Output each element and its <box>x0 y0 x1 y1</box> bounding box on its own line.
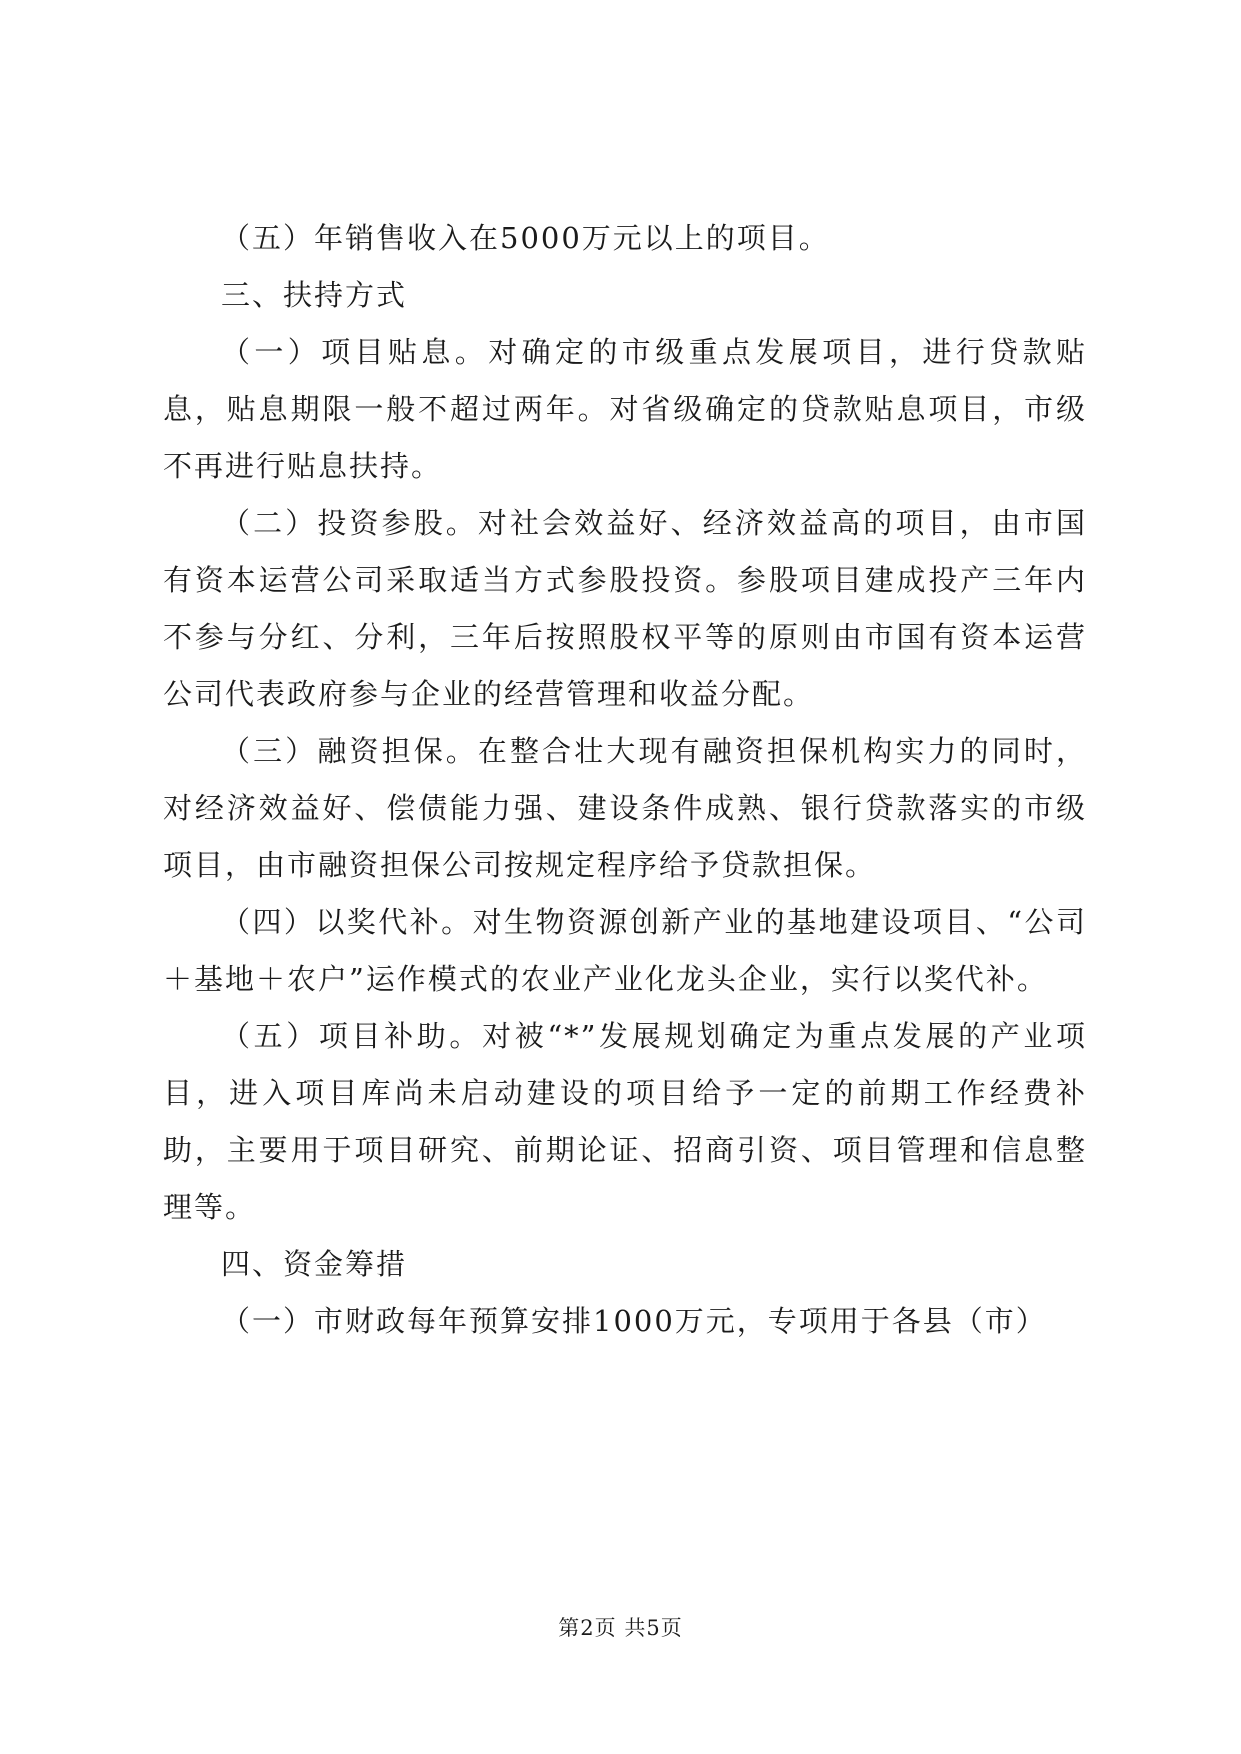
section-heading-support-methods: 三、扶持方式 <box>221 278 408 312</box>
document-body <box>163 210 1087 1350</box>
paragraph-equity-investment: （二）投资参股。对社会效益好、经济效益高的项目，由市国有资本运营公司采取适当方式参股投资。参股项目建成投产三年内不参与分红、分利，三年后按照股权平等的原则由市国有资本运营公司代表政府参与企业的经营管理和收益分配。 <box>163 506 1087 711</box>
paragraph-financing-guarantee: （三）融资担保。在整合壮大现有融资担保机构实力的同时，对经济效益好、偿债能力强、建设条件成熟、银行贷款落实的市级项目，由市融资担保公司按规定程序给予贷款担保。 <box>163 734 1087 882</box>
paragraph-reward-instead-of-subsidy: （四）以奖代补。对生物资源创新产业的基地建设项目、“公司＋基地＋农户”运作模式的农业产业化龙头企业，实行以奖代补。 <box>163 905 1087 996</box>
page-number-footer: 第2页 共5页 <box>558 1616 683 1640</box>
paragraph-project-subsidy: （五）项目补助。对被“*”发展规划确定为重点发展的产业项目，进入项目库尚未启动建设的项目给予一定的前期工作经费补助，主要用于项目研究、前期论证、招商引资、项目管理和信息整理等。 <box>163 1019 1087 1224</box>
paragraph-item-5-criterion: （五）年销售收入在5000万元以上的项目。 <box>221 221 830 255</box>
paragraph-fiscal-budget: （一）市财政每年预算安排1000万元，专项用于各县（市） <box>221 1304 1047 1338</box>
paragraph-interest-subsidy: （一）项目贴息。对确定的市级重点发展项目，进行贷款贴息，贴息期限一般不超过两年。对省级确定的贷款贴息项目，市级不再进行贴息扶持。 <box>163 335 1087 483</box>
section-heading-fund-raising: 四、资金筹措 <box>221 1247 408 1281</box>
